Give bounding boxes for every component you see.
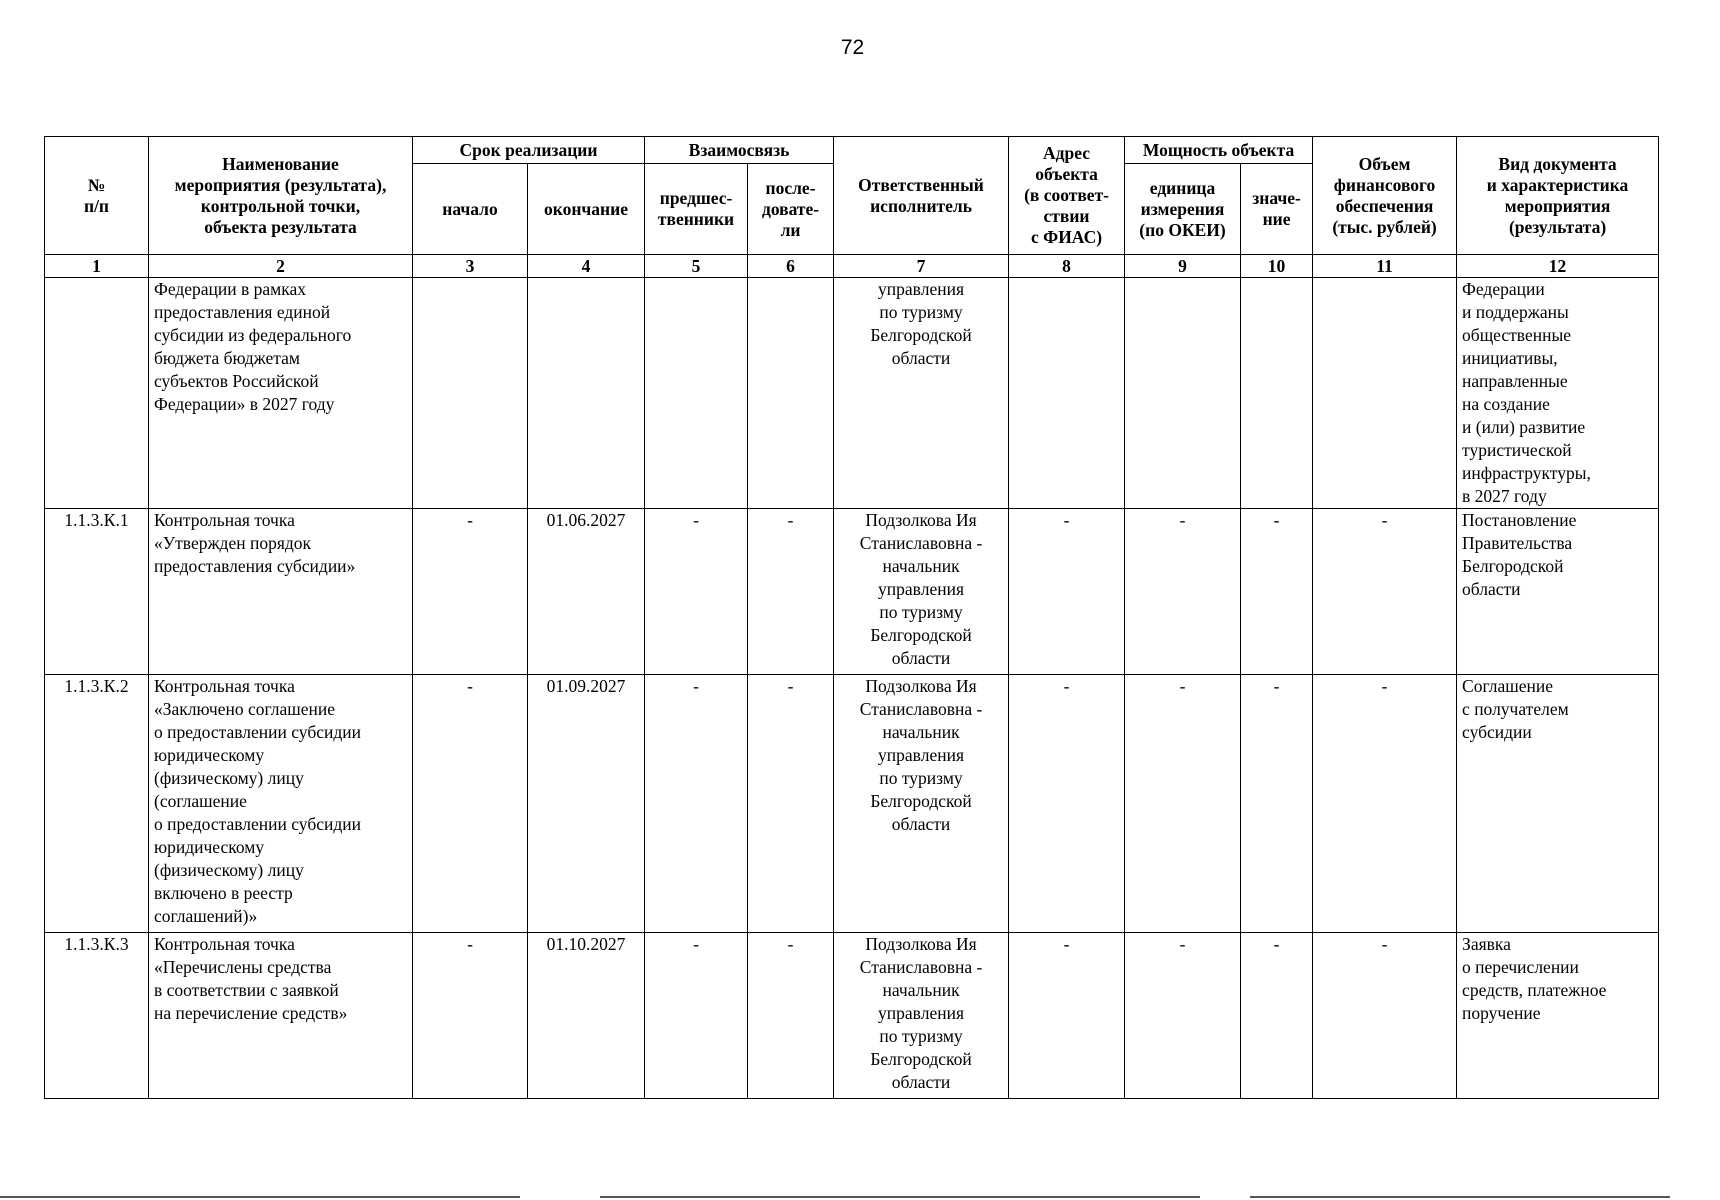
- row-end: 01.06.2027: [528, 509, 645, 675]
- column-number: 4: [528, 255, 645, 278]
- row-funding: -: [1313, 933, 1457, 1099]
- row-unit: -: [1125, 509, 1241, 675]
- row-num: 1.1.3.К.1: [45, 509, 149, 675]
- scan-edge-rule: [600, 1196, 1200, 1198]
- row-executor: Подзолкова Ия Станиславовна - начальник управления по туризму Белгородской области: [834, 675, 1009, 933]
- row-predecessors: -: [645, 675, 748, 933]
- row-num: 1.1.3.К.3: [45, 933, 149, 1099]
- table-row: [45, 278, 1659, 509]
- scan-edge-rule: [1250, 1196, 1670, 1198]
- column-number: 9: [1125, 255, 1241, 278]
- row-unit: [1125, 278, 1241, 509]
- activities-table: [44, 136, 1659, 1099]
- header-successors: после- довате- ли: [748, 164, 834, 255]
- row-successors: -: [748, 675, 834, 933]
- row-name: Федерации в рамках предоставления единой субсидии из федерального бюджета бюджетам субъектов Российской Федерации» в 2027 году: [149, 278, 413, 509]
- row-successors: -: [748, 933, 834, 1099]
- row-predecessors: [645, 278, 748, 509]
- header-unit: единица измерения (по ОКЕИ): [1125, 164, 1241, 255]
- row-funding: -: [1313, 509, 1457, 675]
- row-unit: -: [1125, 675, 1241, 933]
- row-name: Контрольная точка «Заключено соглашение о предоставлении субсидии юридическому (физическому) лицу (соглашение о предоставлении субсидии юридическому (физическому) лицу включено в реестр соглашений)»: [149, 675, 413, 933]
- row-start: -: [413, 509, 528, 675]
- row-num: [45, 278, 149, 509]
- header-period: Срок реализации: [413, 137, 645, 164]
- page-number: 72: [840, 36, 865, 59]
- row-successors: -: [748, 509, 834, 675]
- column-number: 6: [748, 255, 834, 278]
- row-start: [413, 278, 528, 509]
- header-doc-type: Вид документа и характеристика мероприятия (результата): [1457, 137, 1659, 255]
- row-predecessors: -: [645, 933, 748, 1099]
- header-capacity: Мощность объекта: [1125, 137, 1313, 164]
- scan-edge-rule: [0, 1196, 520, 1198]
- row-start: -: [413, 675, 528, 933]
- row-value: [1241, 278, 1313, 509]
- table-row: [45, 675, 1659, 933]
- header-num: № п/п: [45, 137, 149, 255]
- column-number: 11: [1313, 255, 1457, 278]
- row-value: -: [1241, 933, 1313, 1099]
- row-end: [528, 278, 645, 509]
- column-number: 7: [834, 255, 1009, 278]
- row-funding: -: [1313, 675, 1457, 933]
- header-address: Адрес объекта (в соответ- ствии с ФИАС): [1009, 137, 1125, 255]
- row-value: -: [1241, 675, 1313, 933]
- row-doc: Заявка о перечислении средств, платежное поручение: [1457, 933, 1659, 1099]
- column-number: 5: [645, 255, 748, 278]
- row-funding: [1313, 278, 1457, 509]
- header-executor: Ответственный исполнитель: [834, 137, 1009, 255]
- row-executor: Подзолкова Ия Станиславовна - начальник управления по туризму Белгородской области: [834, 509, 1009, 675]
- row-predecessors: -: [645, 509, 748, 675]
- column-number: 8: [1009, 255, 1125, 278]
- header-start: начало: [413, 164, 528, 255]
- column-number: 10: [1241, 255, 1313, 278]
- row-address: -: [1009, 675, 1125, 933]
- table-row: [45, 509, 1659, 675]
- row-address: -: [1009, 509, 1125, 675]
- row-executor: управления по туризму Белгородской области: [834, 278, 1009, 509]
- row-name: Контрольная точка «Утвержден порядок предоставления субсидии»: [149, 509, 413, 675]
- table-row: [45, 933, 1659, 1099]
- row-unit: -: [1125, 933, 1241, 1099]
- row-start: -: [413, 933, 528, 1099]
- header-name: Наименование мероприятия (результата), контрольной точки, объекта результата: [149, 137, 413, 255]
- row-end: 01.10.2027: [528, 933, 645, 1099]
- row-executor: Подзолкова Ия Станиславовна - начальник управления по туризму Белгородской области: [834, 933, 1009, 1099]
- column-number: 12: [1457, 255, 1659, 278]
- header-end: окончание: [528, 164, 645, 255]
- column-number: 3: [413, 255, 528, 278]
- row-doc: Соглашение с получателем субсидии: [1457, 675, 1659, 933]
- row-address: [1009, 278, 1125, 509]
- row-value: -: [1241, 509, 1313, 675]
- header-link: Взаимосвязь: [645, 137, 834, 164]
- header-funding: Объем финансового обеспечения (тыс. рублей): [1313, 137, 1457, 255]
- row-end: 01.09.2027: [528, 675, 645, 933]
- header-predecessors: предшес- твенники: [645, 164, 748, 255]
- row-doc: Федерации и поддержаны общественные инициативы, направленные на создание и (или) развитие туристической инфраструктуры, в 2027 году: [1457, 278, 1659, 509]
- row-num: 1.1.3.К.2: [45, 675, 149, 933]
- column-number: 2: [149, 255, 413, 278]
- row-successors: [748, 278, 834, 509]
- header-value: значе- ние: [1241, 164, 1313, 255]
- row-doc: Постановление Правительства Белгородской области: [1457, 509, 1659, 675]
- row-name: Контрольная точка «Перечислены средства в соответствии с заявкой на перечисление средств»: [149, 933, 413, 1099]
- column-number: 1: [45, 255, 149, 278]
- row-address: -: [1009, 933, 1125, 1099]
